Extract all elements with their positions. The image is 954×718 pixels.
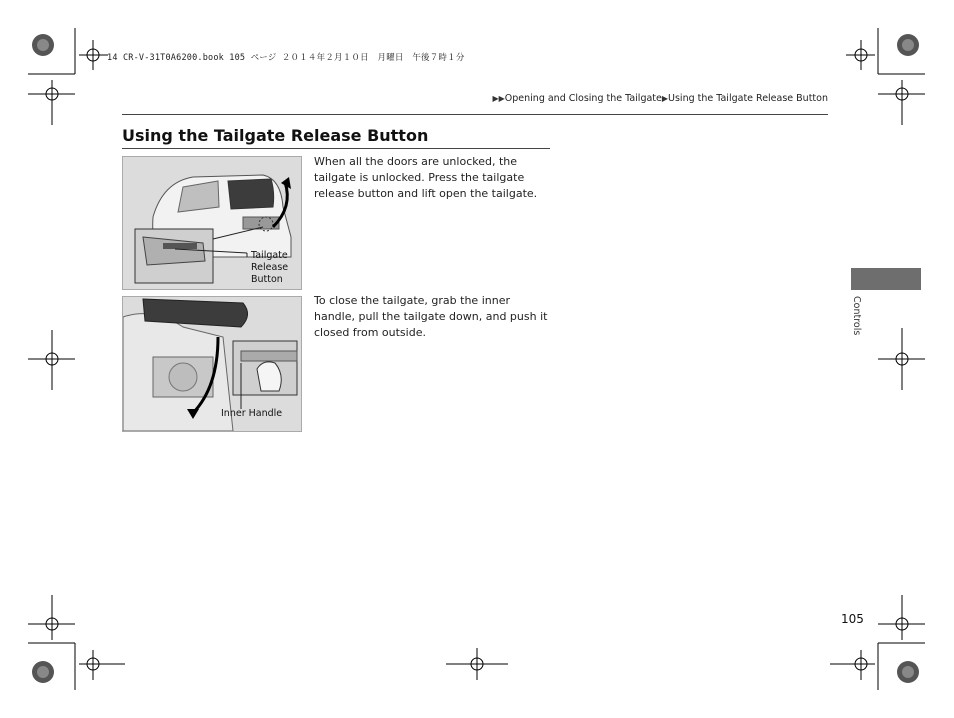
section-title: Using the Tailgate Release Button xyxy=(122,126,429,145)
page-number: 105 xyxy=(841,612,864,626)
tailgate-release-illustration xyxy=(122,156,302,290)
inner-handle-illustration xyxy=(122,296,302,432)
callout-line-1: Tailgate xyxy=(251,250,288,261)
tailgate-release-button-callout xyxy=(251,250,288,286)
print-header: 14 CR-V-31T0A6200.book 105 ページ ２０１４年２月１０日 月曜日 午後７時１分 xyxy=(107,53,465,63)
header-divider xyxy=(122,114,828,115)
section-tab-controls xyxy=(851,268,921,290)
section-tab-label: Controls xyxy=(851,296,862,336)
breadcrumb-link-opening-closing[interactable]: Opening and Closing the Tailgate xyxy=(504,93,662,104)
breadcrumb-current: Using the Tailgate Release Button xyxy=(668,93,828,104)
inner-handle-callout: Inner Handle xyxy=(221,408,283,419)
arrow-icon: ▶ xyxy=(661,94,669,103)
breadcrumb xyxy=(492,93,828,104)
title-divider xyxy=(122,148,550,149)
release-instructions: When all the doors are unlocked, the tailgate is unlocked. Press the tailgate release button and lift open the tailgate. xyxy=(314,155,538,200)
callout-line-3: Button xyxy=(251,274,283,285)
double-arrow-icon: ▶▶ xyxy=(492,94,505,103)
callout-line-2: Release xyxy=(251,262,289,273)
close-instructions: To close the tailgate, grab the inner handle, pull the tailgate down, and push it closed from outside. xyxy=(314,294,548,339)
